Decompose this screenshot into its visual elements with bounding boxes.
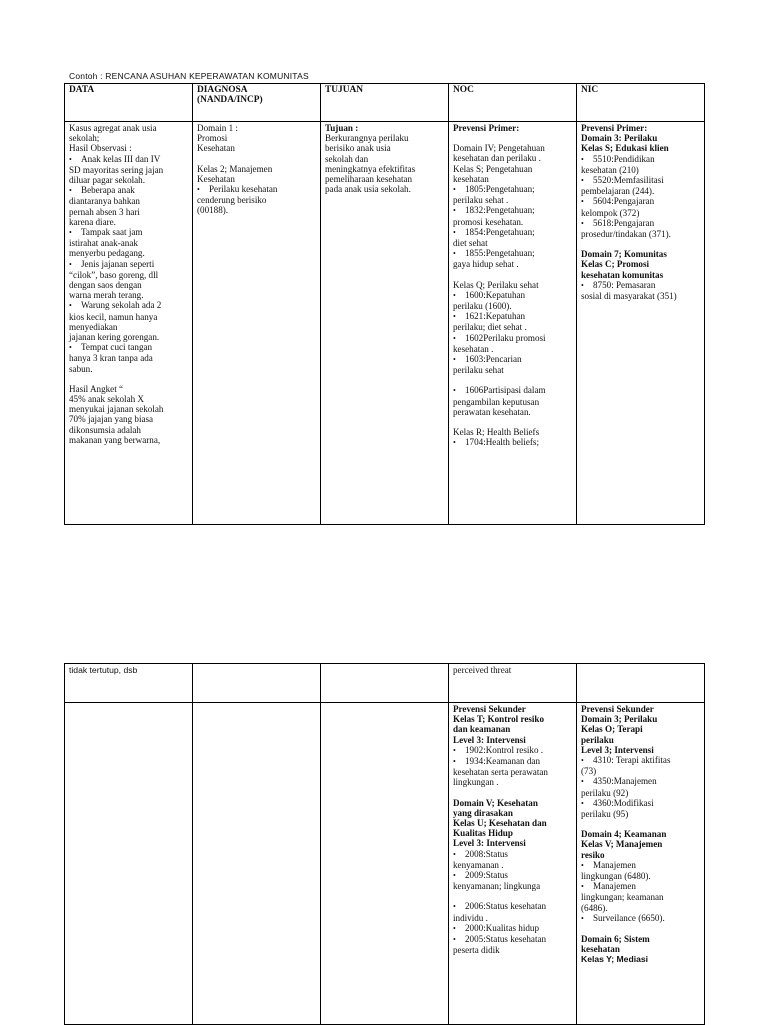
text-line: pengambilan keputusan [453,396,540,407]
text-line: Promosi [197,133,228,144]
bullet-line: • 2008:Status [453,849,573,860]
text-line: Domain 4; Keamanan [581,829,667,840]
bullet-line: • Beberapa anak [69,185,189,196]
bullet-line: • 5520:Memfasilitasi [581,175,701,186]
text-line: Kelas C; Promosi [581,259,650,270]
text-line: perawatan kesehatan. [453,406,531,417]
line-gap [581,924,701,934]
text-line: jajanan kering gorengan. [69,332,160,343]
text-line: pada anak usia sekolah. [325,184,411,195]
bullet-line: • Anak kelas III dan IV [69,154,189,165]
text-line: kesehatan serta perawatan [453,767,548,778]
bullet-line: • 1603:Pencarian [453,354,573,365]
text-line: lingkungan . [453,777,499,788]
text-line: diluar pagar sekolah. [69,175,146,186]
bullet-line: • 1854:Pengetahuan; [453,227,573,238]
bullet-line: • Warung sekolah ada 2 [69,300,189,311]
continuation-row [65,664,705,703]
text-line: sekolah; [69,133,100,144]
text-line: yang dirasakan [453,807,513,818]
text-line: SD mayoritas sering jajan [69,164,164,175]
text-line: warna merah terang. [69,290,144,301]
bullet-line: • Surveilance (6650). [581,913,701,924]
text-line: menyukai jajanan sekolah [69,404,164,415]
nic-cell-cont [577,664,705,703]
tujuan-cell [321,122,449,525]
bullet-line: • 1621:Kepatuhan [453,311,573,322]
text-line: (6486). [581,902,608,913]
text-line: Domain 1 : [197,123,238,133]
header-diagnosa: DIAGNOSA (NANDA/INCP) [193,84,321,122]
text-line: makanan yang berwarna, [69,434,161,445]
bullet-line: • 1902:Kontrol resiko . [453,745,573,756]
text-line: “cilok”, baso goreng, dll [69,269,159,280]
text-line: lingkungan (6480). [581,871,651,882]
text-line: Prevensi Sekunder [581,704,654,714]
text-line: Level 3: Intervensi [453,734,526,745]
text-line: kesehatan [581,944,620,955]
text-line: promosi kesehatan. [453,216,524,227]
bullet-line: • 5604:Pengajaran [581,196,701,207]
text-line: perilaku sehat . [453,195,509,206]
text-line: dikonsumsia adalah [69,424,141,435]
bullet-line: • 2009:Status [453,870,573,881]
text-line: Kesehatan [197,143,235,154]
line-gap [197,154,317,164]
line-gap [453,270,573,280]
body-row [65,122,705,525]
text-line: (73) [581,766,597,777]
noc-secondary-cell [449,703,577,1025]
bullet-line: • Perilaku kesehatan [197,184,317,195]
line-gap [453,891,573,901]
bullet-line: • 5510:Pendidikan [581,154,701,165]
text-line: menyediakan [69,321,118,332]
text-line: Domain 7; Komunitas [581,249,667,260]
text-line: Prevensi Sekunder [453,704,526,714]
text-line: Kelas V; Manajemen [581,839,663,850]
header-nic: NIC [577,84,705,122]
text-line: perilaku [581,734,614,745]
text-line: dengan saos dengan [69,280,142,291]
text-line: Kesehatan [197,173,235,184]
diagnosa-cell-cont [193,664,321,703]
text-line: Tujuan : [325,123,359,133]
bullet-line: • 1606Partisipasi dalam [453,385,573,396]
text-line: diet sehat [453,238,488,249]
text-line: Level 3: Intervensi [453,838,526,849]
text-line: kesehatan (210) [581,164,639,175]
text-line: Level 3; Intervensi [581,744,654,755]
bullet-line: • 1600:Kepatuhan [453,290,573,301]
nic-cell [577,122,705,525]
text-line: menyerbu pedagang. [69,248,145,259]
text-line: pembelajaran (244). [581,186,655,197]
text-line: kesehatan [453,173,489,184]
bullet-line: • 1704:Health beliefs; [453,437,573,448]
text-line: karena diare. [69,216,116,227]
bullet-line: • 1602Perilaku promosi [453,333,573,344]
text-line: Domain 3: Perilaku [581,133,658,144]
bullet-line: • Manajemen [581,881,701,892]
text-line: Kasus agregat anak usia [69,123,157,133]
text-line: kesehatan . [453,343,494,354]
text-line: (00188). [197,205,229,216]
bullet-line: • 8750: Pemasaran [581,280,701,291]
text-line: Kelas O; Terapi [581,724,643,735]
care-plan-table-continued [64,663,705,1025]
text-line: Berkurangnya perilaku [325,133,409,144]
bullet-line: • 1805:Pengetahuan; [453,184,573,195]
noc-cell-cont: perceived threat [449,664,577,703]
data-cell [65,122,193,525]
bullet-line: • 4360:Modifikasi [581,798,701,809]
text-line: sosial di masyarakat (351) [581,291,677,302]
header-tujuan: TUJUAN [321,84,449,122]
text-line: prosedur/tindakan (371). [581,229,671,240]
line-gap [453,133,573,143]
line-gap [581,239,701,249]
text-line: kelompok (372) [581,207,640,218]
text-line: 70% jajajan yang biasa [69,414,154,425]
text-line: Kelas T; Kontrol resiko [453,714,545,725]
text-line: Kelas 2; Manajemen [197,163,273,174]
text-line: Kelas U; Kesehatan dan [453,818,547,829]
text-line: kenyamanan; lingkunga [453,881,541,892]
bullet-line: • 1855:Pengetahuan; [453,248,573,259]
bullet-line: • Tempat cuci tangan [69,342,189,353]
care-plan-table-top [64,83,705,525]
text-line: Kelas Q; Perilaku sehat [453,279,539,290]
bullet-line: • Tampak saat jam [69,227,189,238]
text-line: Domain V; Kesehatan [453,797,538,808]
bullet-line: • 1934:Keamanan dan [453,756,573,767]
tujuan-cell-empty [321,703,449,1025]
text-line: perilaku (1600). [453,301,512,312]
text-line: kesehatan dan perilaku . [453,153,541,164]
header-noc: NOC [449,84,577,122]
text-line: resiko [581,849,605,860]
document-caption: Contoh : RENCANA ASUHAN KEPERAWATAN KOMUNITAS [69,71,309,81]
text-line: sabun. [69,363,93,374]
text-line: Kualitas Hidup [453,828,513,839]
text-line: Prevensi Primer: [453,123,520,133]
text-line: perilaku (92) [581,787,629,798]
text-line: Prevensi Primer: [581,123,648,133]
text-line: kesehatan komunitas [581,269,664,280]
header-data: DATA [65,84,193,122]
text-line: sekolah dan [325,153,369,164]
text-line: perilaku (95) [581,809,629,820]
text-line: Kelas S; Pengetahuan [453,163,533,174]
text-line: individu . [453,912,488,923]
text-line: pernah absen 3 hari [69,206,140,217]
bullet-line: • 2000:Kualitas hidup [453,923,573,934]
diagnosa-cell-empty [193,703,321,1025]
text-line: 45% anak sekolah X [69,394,145,405]
text-line: Domain IV; Pengetahuan [453,143,545,154]
line-gap [453,788,573,798]
text-line: peserta didik [453,945,500,956]
tujuan-cell-cont [321,664,449,703]
bullet-line: • Jenis jajanan seperti [69,259,189,270]
text-line: berisiko anak usia [325,143,391,154]
diagnosa-cell [193,122,321,525]
bullet-line: • 4310: Terapi aktifitas [581,755,701,766]
bullet-line: • 2006:Status kesehatan [453,901,573,912]
text-line: kios kecil, namun hanya [69,311,158,322]
text-line: diantaranya bahkan [69,196,140,207]
text-line: dan keamanan [453,724,511,735]
secondary-prevention-row [65,703,705,1025]
bullet-line: • 1832:Pengetahuan; [453,205,573,216]
text-line: Hasil Angket “ [69,383,124,394]
bullet-line: • 2005:Status kesehatan [453,934,573,945]
line-gap [453,375,573,385]
text-line: Kelas Y; Mediasi [581,954,649,965]
header-row [65,84,705,122]
text-line: Domain 3; Perilaku [581,714,658,725]
text-line: Domain 6; Sistem [581,934,650,945]
noc-cell [449,122,577,525]
text-line: hanya 3 kran tanpa ada [69,353,153,364]
text-line: pemeliharaan kesehatan [325,174,413,185]
bullet-line: • Manajemen [581,860,701,871]
line-gap [581,819,701,829]
text-line: cenderung berisiko [197,195,267,206]
line-gap [453,417,573,427]
text-line: kenyamanan . [453,859,504,870]
text-line: meningkatnya efektifitas [325,163,416,174]
text-line: istirahat anak-anak [69,238,138,249]
nic-secondary-cell [577,703,705,1025]
line-gap [69,374,189,384]
text-line: Hasil Observasi : [69,143,132,154]
text-line: perilaku; diet sehat . [453,322,527,333]
data-cell-empty [65,703,193,1025]
text-line: Kelas R; Health Beliefs [453,427,540,438]
text-line: perilaku sehat [453,365,504,376]
bullet-line: • 5618:Pengajaran [581,218,701,229]
text-line: lingkungan; keamanan [581,892,664,903]
text-line: gaya hidup sehat . [453,259,519,270]
data-cell-cont: tidak tertutup, dsb [65,664,193,703]
bullet-line: • 4350:Manajemen [581,776,701,787]
text-line: Kelas S; Edukasi klien [581,143,669,154]
